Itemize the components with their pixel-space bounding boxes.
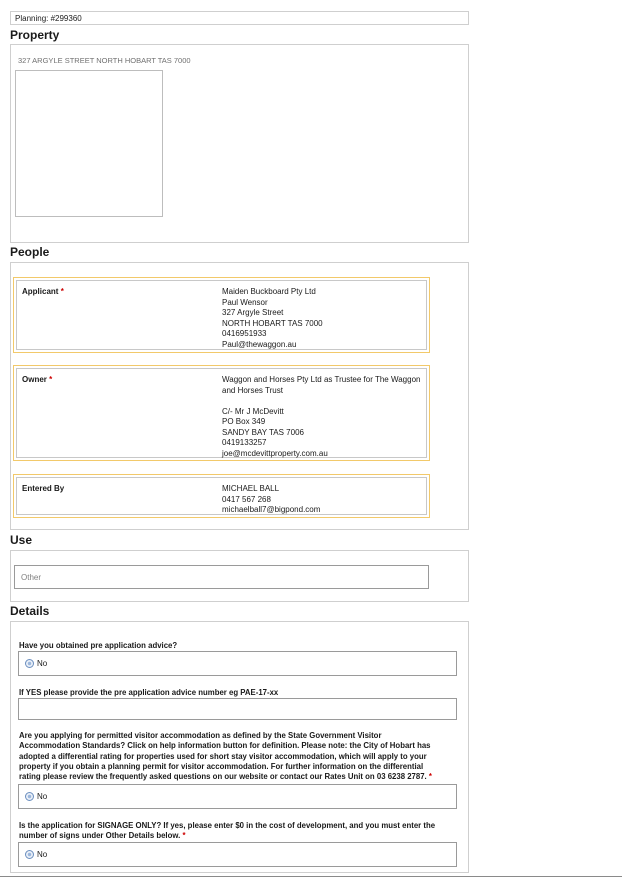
owner-card [13, 365, 430, 461]
section-heading-people: People [10, 245, 50, 259]
question-visitor-accommodation: Are you applying for permitted visitor accommodation as defined by the State Government Visitor Accommodation Standards? Click on help information button for definition. Please note: the City of Hobart has adopted a differential rating for properties used for short stay visitor accommodation, which will apply to your property if you obtain a planning permit for visitor accommodation. For further information on the differential rating please review the frequently asked questions on our website or contact our Rates Unit on 03 6238 2787. * [19, 731, 432, 782]
answer-visitor-accommodation[interactable] [18, 784, 457, 809]
owner-details: Waggon and Horses Pty Ltd as Trustee for The Waggon and Horses Trust C/- Mr J McDevitt PO Box 349 SANDY BAY TAS 7006 0419133257 joe@mcdevittproperty.com.au [222, 375, 421, 458]
answer-text: No [37, 792, 48, 801]
applicant-details: Maiden Buckboard Pty Ltd Paul Wensor 327 Argyle Street NORTH HOBART TAS 7000 0416951933 Paul@thewaggon.au [222, 287, 323, 349]
answer-pre-application-number[interactable] [18, 698, 457, 720]
property-map[interactable] [15, 70, 163, 217]
answer-text: No [37, 659, 48, 668]
radio-icon[interactable] [25, 659, 34, 668]
entered-by-card [13, 474, 430, 518]
use-panel [10, 550, 469, 602]
question-pre-application-number: If YES please provide the pre application advice number eg PAE-17-xx [19, 688, 279, 697]
section-heading-use: Use [10, 533, 33, 547]
entered-by-details: MICHAEL BALL 0417 567 268 michaelball7@bigpond.com [222, 484, 321, 514]
answer-text: No [37, 850, 48, 859]
answer-pre-application-advice[interactable] [18, 651, 457, 676]
page-bottom-divider [0, 876, 622, 877]
section-heading-property: Property [10, 28, 60, 42]
planning-reference: Planning: #299360 [10, 11, 469, 25]
radio-icon[interactable] [25, 792, 34, 801]
question-pre-application-advice: Have you obtained pre application advice? [19, 641, 178, 650]
answer-signage-only[interactable] [18, 842, 457, 867]
applicant-card [13, 277, 430, 353]
owner-label: Owner * [22, 375, 53, 384]
radio-icon[interactable] [25, 850, 34, 859]
question-signage-only: Is the application for SIGNAGE ONLY? If yes, please enter $0 in the cost of development, and you must enter the number of signs under Other Details below. * [19, 821, 436, 841]
entered-by-label: Entered By [22, 484, 65, 493]
property-address: 327 ARGYLE STREET NORTH HOBART TAS 7000 [18, 56, 191, 65]
section-heading-details: Details [10, 604, 50, 618]
use-field[interactable]: Other [14, 565, 429, 589]
applicant-label: Applicant * [22, 287, 64, 296]
property-panel [10, 44, 469, 243]
